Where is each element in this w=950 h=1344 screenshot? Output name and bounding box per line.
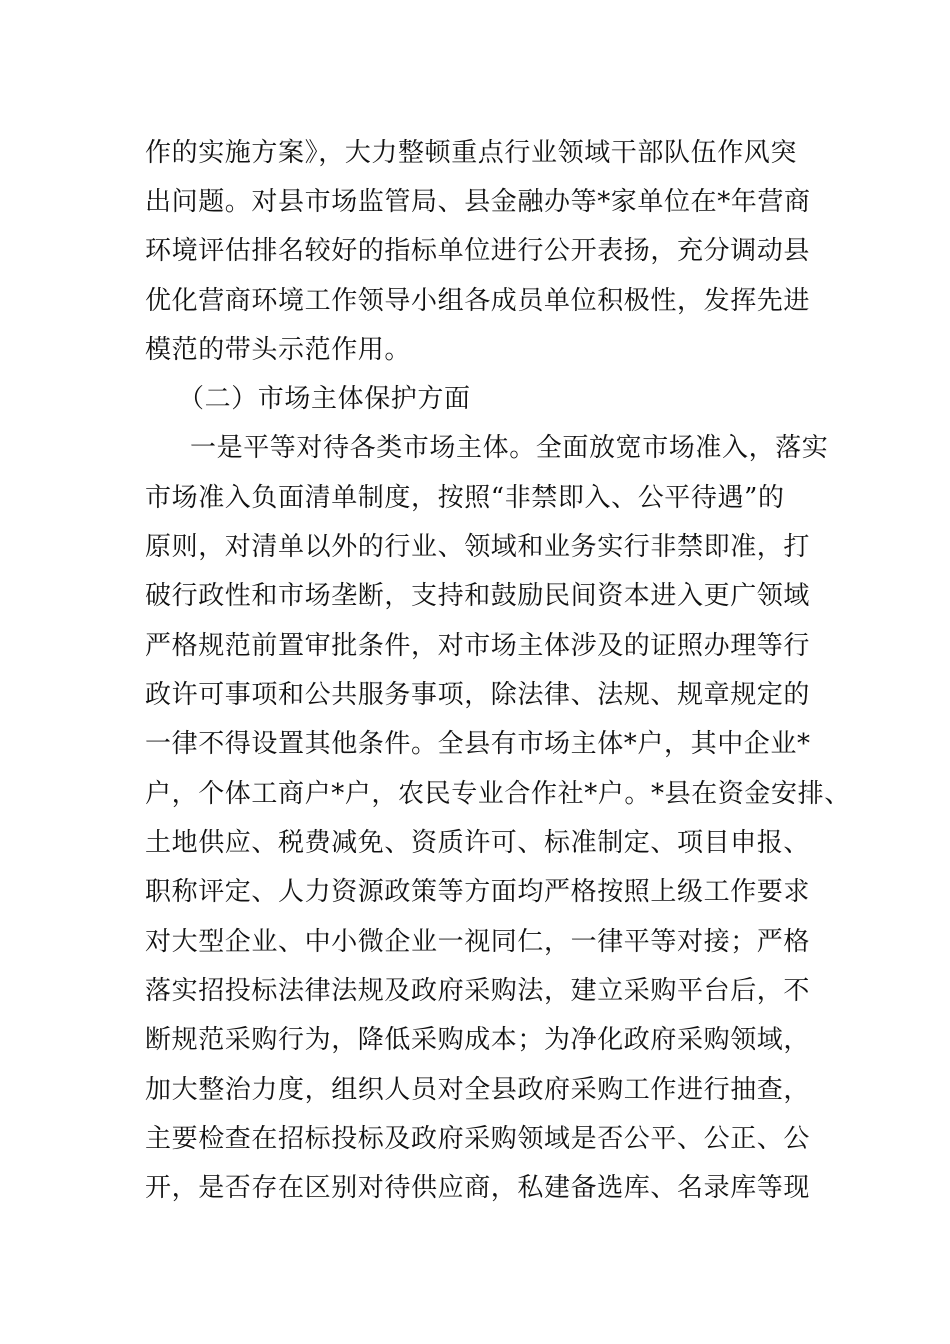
text-line: 市场准入负面清单制度，按照“非禁即入、公平待遇”的	[145, 483, 785, 513]
text-line: 土地供应、税费减免、资质许可、标准制定、项目申报、	[145, 828, 811, 858]
section-heading: （二）市场主体保护方面	[178, 384, 471, 414]
text-line: 优化营商环境工作领导小组各成员单位积极性，发挥先进	[145, 286, 811, 316]
text-line: 开，是否存在区别对待供应商，私建备选库、名录库等现	[145, 1173, 811, 1203]
text-line: 出问题。对县市场监管局、县金融办等*家单位在*年营商	[145, 187, 811, 217]
text-line: 加大整治力度，组织人员对全县政府采购工作进行抽查，	[145, 1075, 811, 1105]
text-line: 一律不得设置其他条件。全县有市场主体*户，其中企业*	[145, 729, 811, 759]
text-line: 原则，对清单以外的行业、领域和业务实行非禁即准，打	[145, 532, 811, 562]
text-line: 职称评定、人力资源政策等方面均严格按照上级工作要求	[145, 877, 811, 907]
text-line: 断规范采购行为，降低采购成本；为净化政府采购领域，	[145, 1025, 811, 1055]
text-line: 一是平等对待各类市场主体。全面放宽市场准入，落实	[190, 433, 829, 463]
text-line: 户，个体工商户*户，农民专业合作社*户。*县在资金安排、	[145, 779, 851, 809]
text-line: 破行政性和市场垄断，支持和鼓励民间资本进入更广领域	[145, 581, 811, 611]
text-line: 模范的带头示范作用。	[145, 335, 412, 365]
text-line: 环境评估排名较好的指标单位进行公开表扬，充分调动县	[145, 236, 811, 266]
text-line: 政许可事项和公共服务事项，除法律、法规、规章规定的	[145, 680, 811, 710]
text-line: 严格规范前置审批条件，对市场主体涉及的证照办理等行	[145, 631, 811, 661]
text-line: 落实招投标法律法规及政府采购法，建立采购平台后，不	[145, 976, 811, 1006]
text-line: 对大型企业、中小微企业一视同仁，一律平等对接；严格	[145, 927, 811, 957]
text-line: 主要检查在招标投标及政府采购领域是否公平、公正、公	[145, 1124, 811, 1154]
text-line: 作的实施方案》，大力整顿重点行业领域干部队伍作风突	[145, 138, 798, 168]
